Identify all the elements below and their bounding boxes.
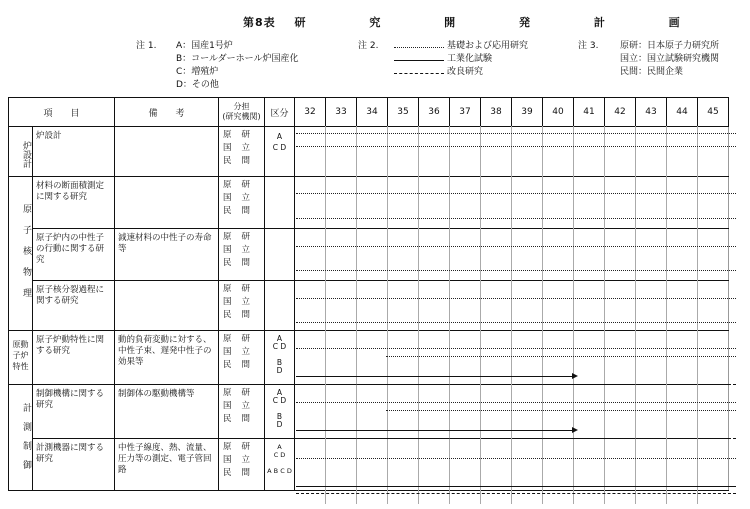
- timeline-bar: [296, 486, 736, 487]
- col-header-share: [219, 98, 265, 127]
- note2-list: [447, 40, 528, 79]
- year-gridline: [387, 126, 388, 504]
- year-header: 39: [512, 98, 543, 127]
- note1-line: C：増殖炉: [176, 67, 219, 77]
- year-header: 42: [605, 98, 636, 127]
- note2-line: 基礎および応用研究: [447, 41, 529, 51]
- remarks-cell: 減速材料の中性子の寿命等: [115, 229, 219, 281]
- category-cell: 炉設計: [9, 127, 33, 177]
- class-cell: 原研 国立 民間: [219, 177, 265, 229]
- note1-line: A：国産1号炉: [176, 41, 233, 51]
- year-gridline: [418, 126, 419, 504]
- year-gridline: [604, 126, 605, 504]
- timeline-bar: [296, 133, 736, 134]
- table-row: [9, 439, 729, 491]
- timeline-bar: [296, 438, 736, 439]
- year-header: 43: [636, 98, 667, 127]
- share-sub-label: (研究機関): [222, 112, 261, 121]
- timeline-bar: [296, 246, 736, 247]
- year-gridline: [356, 126, 357, 504]
- item-cell: 原子炉内の中性子の行動に関する研究: [33, 229, 115, 281]
- div-cell: A C D B D: [265, 385, 295, 439]
- remarks-cell: 動的負荷変動に対する、中性子束、遅発中性子の効果等: [115, 331, 219, 385]
- timeline-bar: [296, 193, 736, 194]
- plan-table: [8, 97, 729, 491]
- year-gridline: [542, 126, 543, 504]
- class-cell: 原研 国立 民間: [219, 331, 265, 385]
- timeline-bar: [296, 384, 736, 385]
- year-header: 33: [326, 98, 357, 127]
- year-gridline: [635, 126, 636, 504]
- timeline-bar: [386, 356, 736, 357]
- timeline-bar: [296, 348, 736, 349]
- timeline-bar: [386, 410, 736, 411]
- share-label: 分担: [233, 102, 250, 111]
- timeline-bar: [296, 458, 736, 459]
- item-cell: 計測機器に関する研究: [33, 439, 115, 491]
- year-header: 38: [481, 98, 512, 127]
- table-row: [9, 127, 729, 177]
- timeline-bar: [296, 493, 736, 494]
- div-cell: A C D A B C D: [265, 439, 295, 491]
- legend-dotted-line: [394, 47, 444, 48]
- year-header: 41: [574, 98, 605, 127]
- year-gridline: [573, 126, 574, 504]
- div-cell: A C D: [265, 127, 295, 177]
- table-number: 第8表: [243, 16, 276, 29]
- remarks-cell: 制御体の駆動機構等: [115, 385, 219, 439]
- timeline-bar: [296, 298, 736, 299]
- item-cell: 炉設計: [33, 127, 115, 177]
- note3-line: 原研：日本原子力研究所: [620, 41, 720, 51]
- div-cell: A C D B D: [265, 331, 295, 385]
- year-gridline: [480, 126, 481, 504]
- year-header: 45: [698, 98, 729, 127]
- div-cell: [265, 281, 295, 331]
- note3-line: 民間：民間企業: [620, 67, 684, 77]
- year-gridline: [666, 126, 667, 504]
- note3-list: [620, 40, 719, 79]
- col-header-remarks: 備 考: [115, 98, 219, 127]
- note3-label: 注 3.: [578, 41, 599, 51]
- item-cell: 原子核分裂過程に関する研究: [33, 281, 115, 331]
- timeline-bar: [296, 402, 736, 403]
- class-cell: 原研 国立 民間: [219, 385, 265, 439]
- year-gridline: [325, 126, 326, 504]
- year-header: 44: [667, 98, 698, 127]
- class-cell: 原研 国立 民間: [219, 127, 265, 177]
- div-cell: [265, 229, 295, 281]
- timeline-bar: [296, 322, 736, 323]
- year-header: 32: [295, 98, 326, 127]
- page-title: [243, 14, 710, 30]
- year-gridline: [697, 126, 698, 504]
- class-cell: 原研 国立 民間: [219, 229, 265, 281]
- year-gridline: [449, 126, 450, 504]
- year-header: 36: [419, 98, 450, 127]
- col-header-item: 項 目: [9, 98, 115, 127]
- year-header: 40: [543, 98, 574, 127]
- class-cell: 原研 国立 民間: [219, 439, 265, 491]
- note1-line: B：コールダーホール炉国産化: [176, 54, 299, 64]
- class-cell: 原研 国立 民間: [219, 281, 265, 331]
- remarks-cell: 中性子線度、熱、流量、圧力等の測定、電子管回路: [115, 439, 219, 491]
- header-row: [9, 98, 729, 127]
- timeline-bar: [296, 376, 576, 377]
- note1-list: [176, 40, 298, 92]
- col-header-div: 区分: [265, 98, 295, 127]
- legend-solid-line: [394, 60, 444, 61]
- remarks-cell: [115, 127, 219, 177]
- category-cell: 原動子炉特性: [9, 331, 33, 385]
- year-gridline: [511, 126, 512, 504]
- note1-line: D：その他: [176, 80, 219, 90]
- table-row: [9, 177, 729, 229]
- note2-line: 工業化試験: [447, 54, 493, 64]
- table-row: [9, 281, 729, 331]
- title-main: 研 究 開 発 計 画: [294, 16, 710, 29]
- category-cell: 原子核物理: [9, 177, 33, 331]
- timeline-bar: [296, 218, 736, 219]
- remarks-cell: [115, 281, 219, 331]
- item-cell: 原子炉動特性に関する研究: [33, 331, 115, 385]
- timeline-bar: [296, 270, 736, 271]
- year-header: 35: [388, 98, 419, 127]
- table-row: [9, 229, 729, 281]
- timeline-bar: [296, 146, 736, 147]
- legend-dashed-line: [394, 73, 444, 74]
- note3-line: 国立：国立試験研究機関: [620, 54, 720, 64]
- year-header: 34: [357, 98, 388, 127]
- div-cell: [265, 177, 295, 229]
- note2-line: 改良研究: [447, 67, 484, 77]
- note1-label: 注 1.: [136, 41, 157, 51]
- year-header: 37: [450, 98, 481, 127]
- category-cell: 計測制御: [9, 385, 33, 491]
- timeline-bar: [296, 430, 576, 431]
- note2-label: 注 2.: [358, 41, 379, 51]
- item-cell: 材料の断面積測定に関する研究: [33, 177, 115, 229]
- item-cell: 制御機構に関する研究: [33, 385, 115, 439]
- remarks-cell: [115, 177, 219, 229]
